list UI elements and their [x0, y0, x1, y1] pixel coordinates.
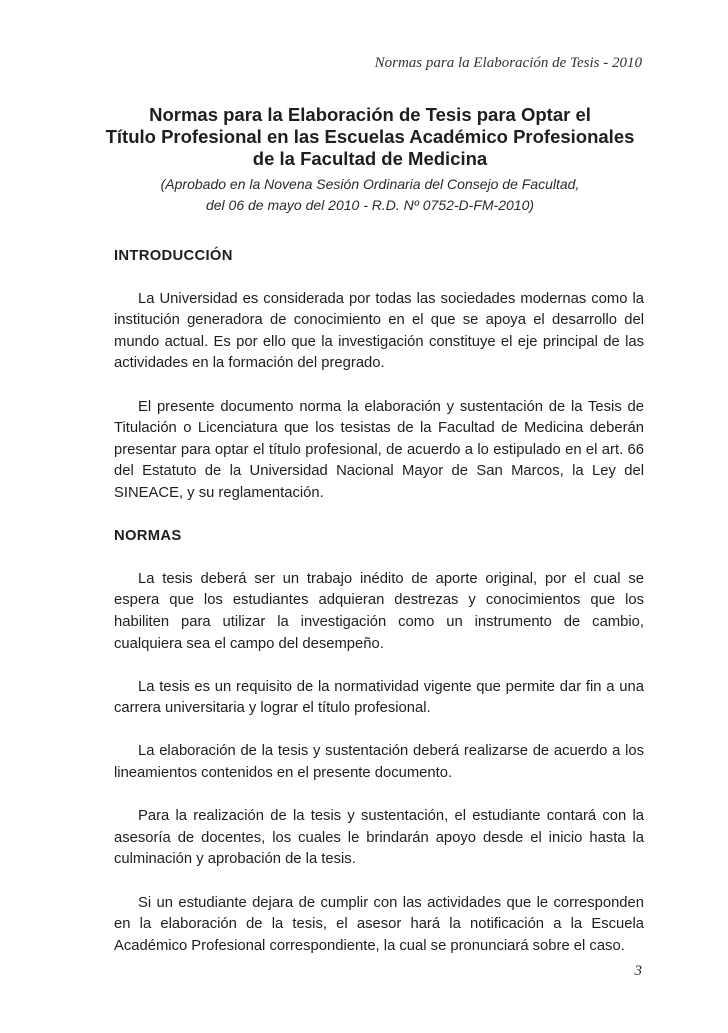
- approval-note-line-2: del 06 de mayo del 2010 - R.D. Nº 0752-D-FM-2010): [205, 197, 535, 213]
- title-line-1: Normas para la Elaboración de Tesis para Optar el: [149, 104, 591, 125]
- paragraph: La elaboración de la tesis y sustentación deberá realizarse de acuerdo a los lineamientos contenidos en el presente documento.: [114, 743, 644, 782]
- running-header: Normas para la Elaboración de Tesis - 2010: [374, 55, 642, 71]
- title-line-3: de la Facultad de Medicina: [252, 148, 488, 169]
- paragraph: La tesis es un requisito de la normatividad vigente que permite dar fin a una carrera universitaria y lograr el título profesional.: [114, 678, 644, 717]
- approval-note: [90, 174, 650, 216]
- paragraph: La tesis deberá ser un trabajo inédito de aporte original, por el cual se espera que los estudiantes adquieran destrezas y conocimientos que los habiliten para utilizar la investigación como un instrumento de cambio, cualquiera sea el campo del desempeño.: [114, 570, 644, 652]
- paragraph: Si un estudiante dejara de cumplir con las actividades que le corresponden en la elaboración de la tesis, el asesor hará la notificación a la Escuela Académico Profesional correspondiente, la cual se pronunciará sobre el caso.: [114, 894, 644, 954]
- title-block: [90, 104, 650, 216]
- document-body: [114, 246, 644, 979]
- section-heading-introduccion: INTRODUCCIÓN: [114, 248, 233, 264]
- paragraph: El presente documento norma la elaboración y sustentación de la Tesis de Titulación o Licenciatura que los tesistas de la Facultad de Medicina deberán presentar para optar el título profesional, de acuerdo a lo estipulado en el art. 66 del Estatuto de la Universidad Nacional Mayor de San Marcos, la Ley del SINEACE, y su reglamentación.: [114, 398, 644, 501]
- paragraph: La Universidad es considerada por todas las sociedades modernas como la institución generadora de conocimiento en el que se apoya el desarrollo del mundo actual. Es por ello que la investigación constituye el eje principal de las actividades en la formación del pregrado.: [114, 290, 644, 372]
- title-line-2: Título Profesional en las Escuelas Académico Profesionales: [105, 126, 635, 147]
- paragraph: Para la realización de la tesis y sustentación, el estudiante contará con la asesoría de docentes, los cuales le brindarán apoyo desde el inicio hasta la culminación y aprobación de la tesis.: [114, 808, 644, 868]
- document-title: [90, 104, 650, 170]
- page-number: 3: [634, 963, 642, 979]
- approval-note-line-1: (Aprobado en la Novena Sesión Ordinaria del Consejo de Facultad,: [160, 176, 580, 192]
- section-heading-normas: NORMAS: [114, 528, 182, 545]
